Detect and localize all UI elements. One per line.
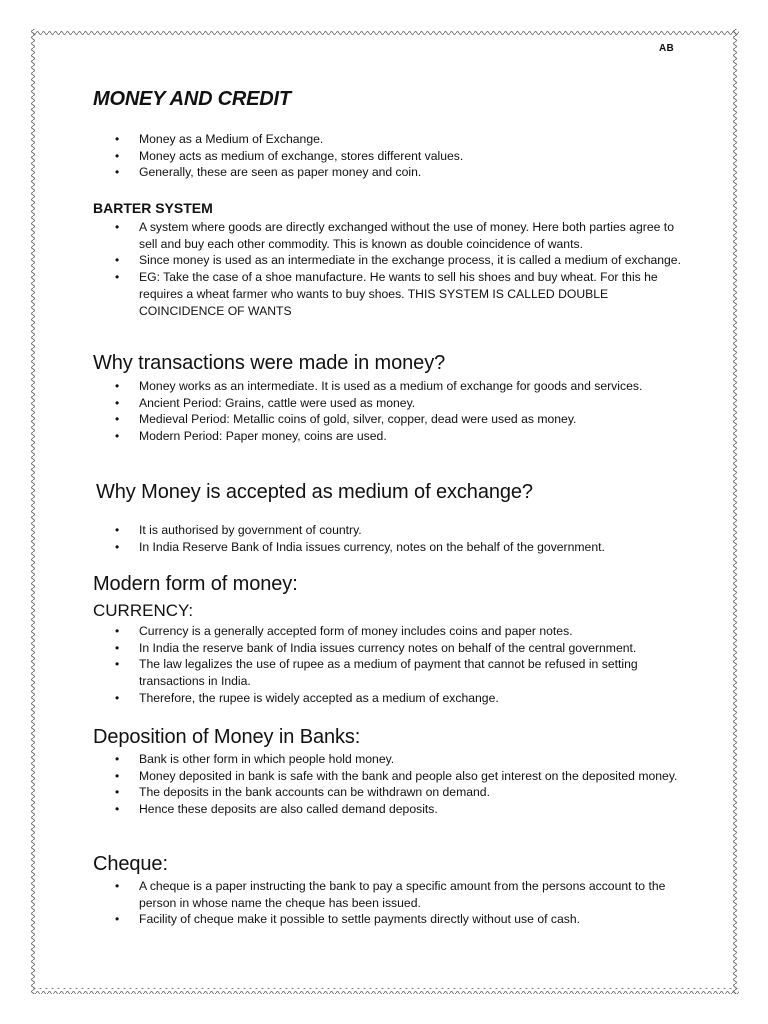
why-money-list: [113, 378, 683, 445]
list-item: • Since money is used as an intermediate in the exchange process, it is called a medium of exchange.: [115, 253, 681, 268]
deposition-heading: Deposition of Money in Banks:: [93, 726, 361, 748]
list-item: • EG: Take the case of a shoe manufacture. He wants to sell his shoes and buy wheat. For this he requires a wheat farmer who wants to buy shoes. THIS SYSTEM IS CALLED DOUBLE COINCIDENCE OF WANTS: [115, 270, 658, 318]
list-item: • Facility of cheque make it possible to settle payments directly without use of cash.: [115, 912, 580, 927]
bullet-icon: •: [115, 690, 120, 705]
list-item: • It is authorised by government of country.: [115, 523, 362, 537]
bullet-icon: •: [115, 539, 120, 554]
list-item: • Currency is a generally accepted form of money includes coins and paper notes.: [115, 624, 573, 638]
list-item: • A cheque is a paper instructing the bank to pay a specific amount from the persons account to the person in whose name the cheque has been issued.: [115, 879, 666, 910]
bullet-icon: •: [115, 523, 120, 537]
corner-tag: AB: [659, 43, 675, 54]
accepted-list: [113, 522, 683, 555]
list-item: • Generally, these are seen as paper money and coin.: [115, 165, 422, 180]
bullet-icon: •: [115, 429, 120, 444]
bullet-icon: •: [115, 802, 120, 817]
cheque-list: [113, 878, 683, 928]
list-item: • A system where goods are directly exchanged without the use of money. Here both parties agree to sell and buy each other commodity. This is known as double coincidence of wants.: [115, 220, 674, 251]
list-item: • Money works as an intermediate. It is used as a medium of exchange for goods and services.: [115, 379, 643, 393]
list-item: • Medieval Period: Metallic coins of gold, silver, copper, dead were used as money.: [115, 412, 577, 427]
bullet-icon: •: [115, 879, 120, 893]
bullet-icon: •: [115, 132, 120, 146]
bullet-icon: •: [115, 752, 120, 766]
bullet-icon: •: [115, 220, 120, 234]
bullet-icon: •: [115, 253, 120, 268]
list-item: • In India the reserve bank of India issues currency notes on behalf of the central government.: [115, 640, 637, 655]
bullet-icon: •: [115, 657, 120, 672]
list-item: • Hence these deposits are also called demand deposits.: [115, 802, 438, 817]
bullet-icon: •: [115, 395, 120, 410]
bullet-icon: •: [115, 624, 120, 638]
list-item: • Ancient Period: Grains, cattle were used as money.: [115, 395, 416, 410]
bullet-icon: •: [115, 165, 120, 180]
accepted-heading: Why Money is accepted as medium of exchange?: [96, 481, 533, 503]
deposition-list: [113, 751, 683, 818]
bullet-icon: •: [115, 785, 120, 800]
currency-list: [113, 623, 683, 707]
bullet-icon: •: [115, 640, 120, 655]
list-item: • Bank is other form in which people hold money.: [115, 752, 395, 766]
modern-heading: Modern form of money:: [93, 573, 298, 595]
barter-heading: BARTER SYSTEM: [93, 200, 213, 216]
bullet-icon: •: [115, 912, 120, 927]
list-item: • In India Reserve Bank of India issues currency, notes on the behalf of the government.: [115, 539, 605, 554]
list-item: • Therefore, the rupee is widely accepted as a medium of exchange.: [115, 690, 499, 705]
bullet-icon: •: [115, 379, 120, 393]
bullet-icon: •: [115, 412, 120, 427]
list-item: • Money acts as medium of exchange, stores different values.: [115, 148, 464, 163]
bullet-icon: •: [115, 148, 120, 163]
list-item: • Money as a Medium of Exchange.: [115, 132, 324, 146]
bullet-icon: •: [115, 270, 120, 285]
list-item: • The deposits in the bank accounts can be withdrawn on demand.: [115, 785, 490, 800]
cheque-heading: Cheque:: [93, 853, 168, 875]
why-money-heading: Why transactions were made in money?: [93, 352, 446, 374]
list-item: • Modern Period: Paper money, coins are used.: [115, 429, 387, 444]
list-item: • Money deposited in bank is safe with the bank and people also get interest on the deposited money.: [115, 768, 678, 783]
bullet-icon: •: [115, 768, 120, 783]
list-item: • The law legalizes the use of rupee as a medium of payment that cannot be refused in setting transactions in India.: [115, 657, 638, 689]
page-title: MONEY AND CREDIT: [93, 88, 291, 110]
intro-list: [113, 131, 683, 181]
barter-list: [113, 219, 683, 319]
currency-subheading: CURRENCY:: [93, 601, 194, 620]
